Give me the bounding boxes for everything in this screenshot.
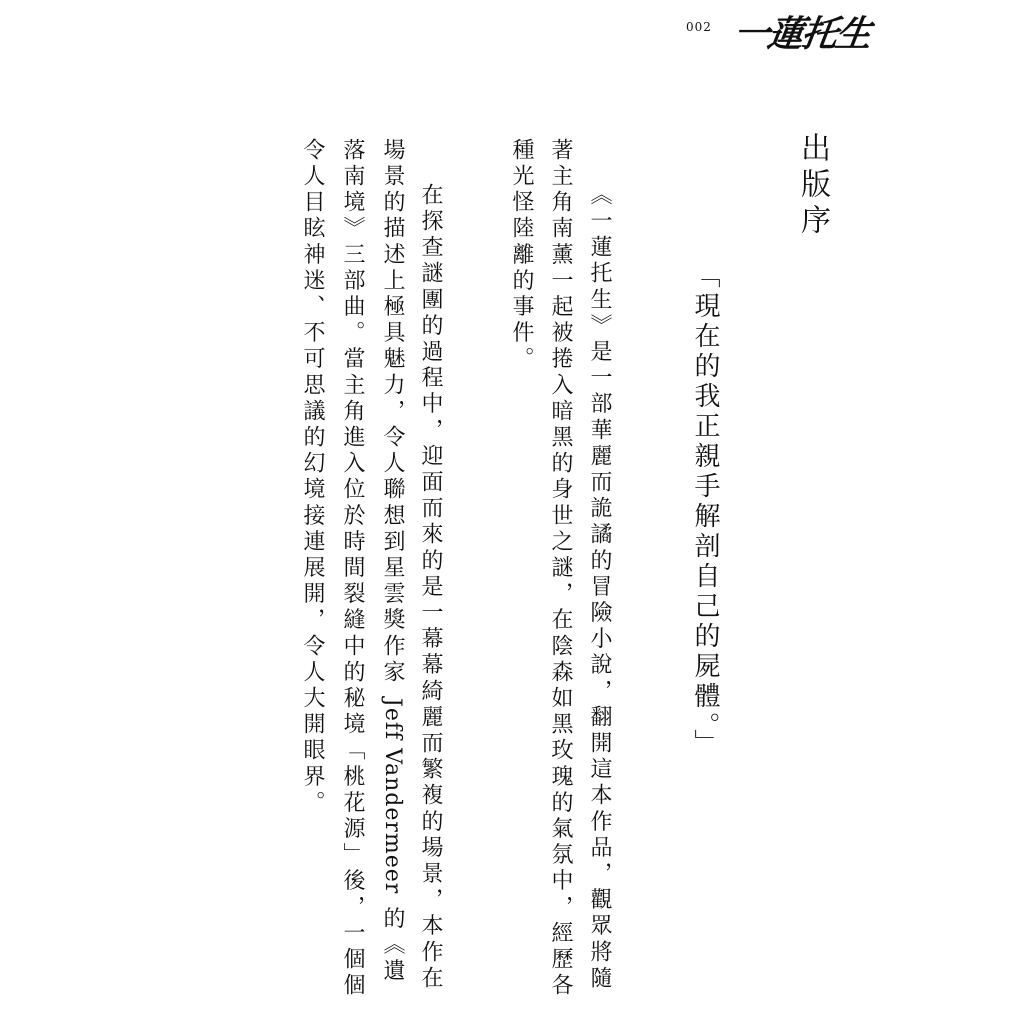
paragraph-column: 落南境》三部曲。當主角進入位於時間裂縫中的秘境「桃花源」後，一個個 bbox=[340, 138, 365, 1000]
paragraph-text: 的《遺 bbox=[380, 906, 405, 985]
epigraph-quote: 「現在的我正親手解剖自己的屍體。」 bbox=[690, 262, 720, 759]
paragraph-column: 令人目眩神迷、不可思議的幻境接連展開，令人大開眼界。 bbox=[300, 138, 325, 817]
paragraph-column: 種光怪陸離的事件。 bbox=[509, 138, 534, 373]
section-title: 出版序 bbox=[795, 132, 830, 240]
paragraph-column: 在探查謎團的過程中，迎面而來的是一幕幕綺麗而繁複的場景，本作在 bbox=[418, 183, 443, 993]
paragraph-column bbox=[381, 138, 403, 985]
paragraph-column: 《一蓮托生》是一部華麗而詭譎的冒險小說，翻開這本作品，觀眾將隨 bbox=[587, 183, 612, 993]
page-number: 002 bbox=[686, 20, 712, 34]
paragraph-column: 著主角南薰一起被捲入暗黑的身世之謎，在陰森如黑玫瑰的氣氛中，經歷各 bbox=[548, 138, 573, 1000]
author-name: Jeff Vandermeer bbox=[380, 698, 405, 895]
book-title-logo: 一蓮托生 bbox=[730, 14, 873, 55]
paragraph-text: 場景的描述上極具魅力，令人聯想到星雲獎作家 bbox=[380, 138, 405, 687]
